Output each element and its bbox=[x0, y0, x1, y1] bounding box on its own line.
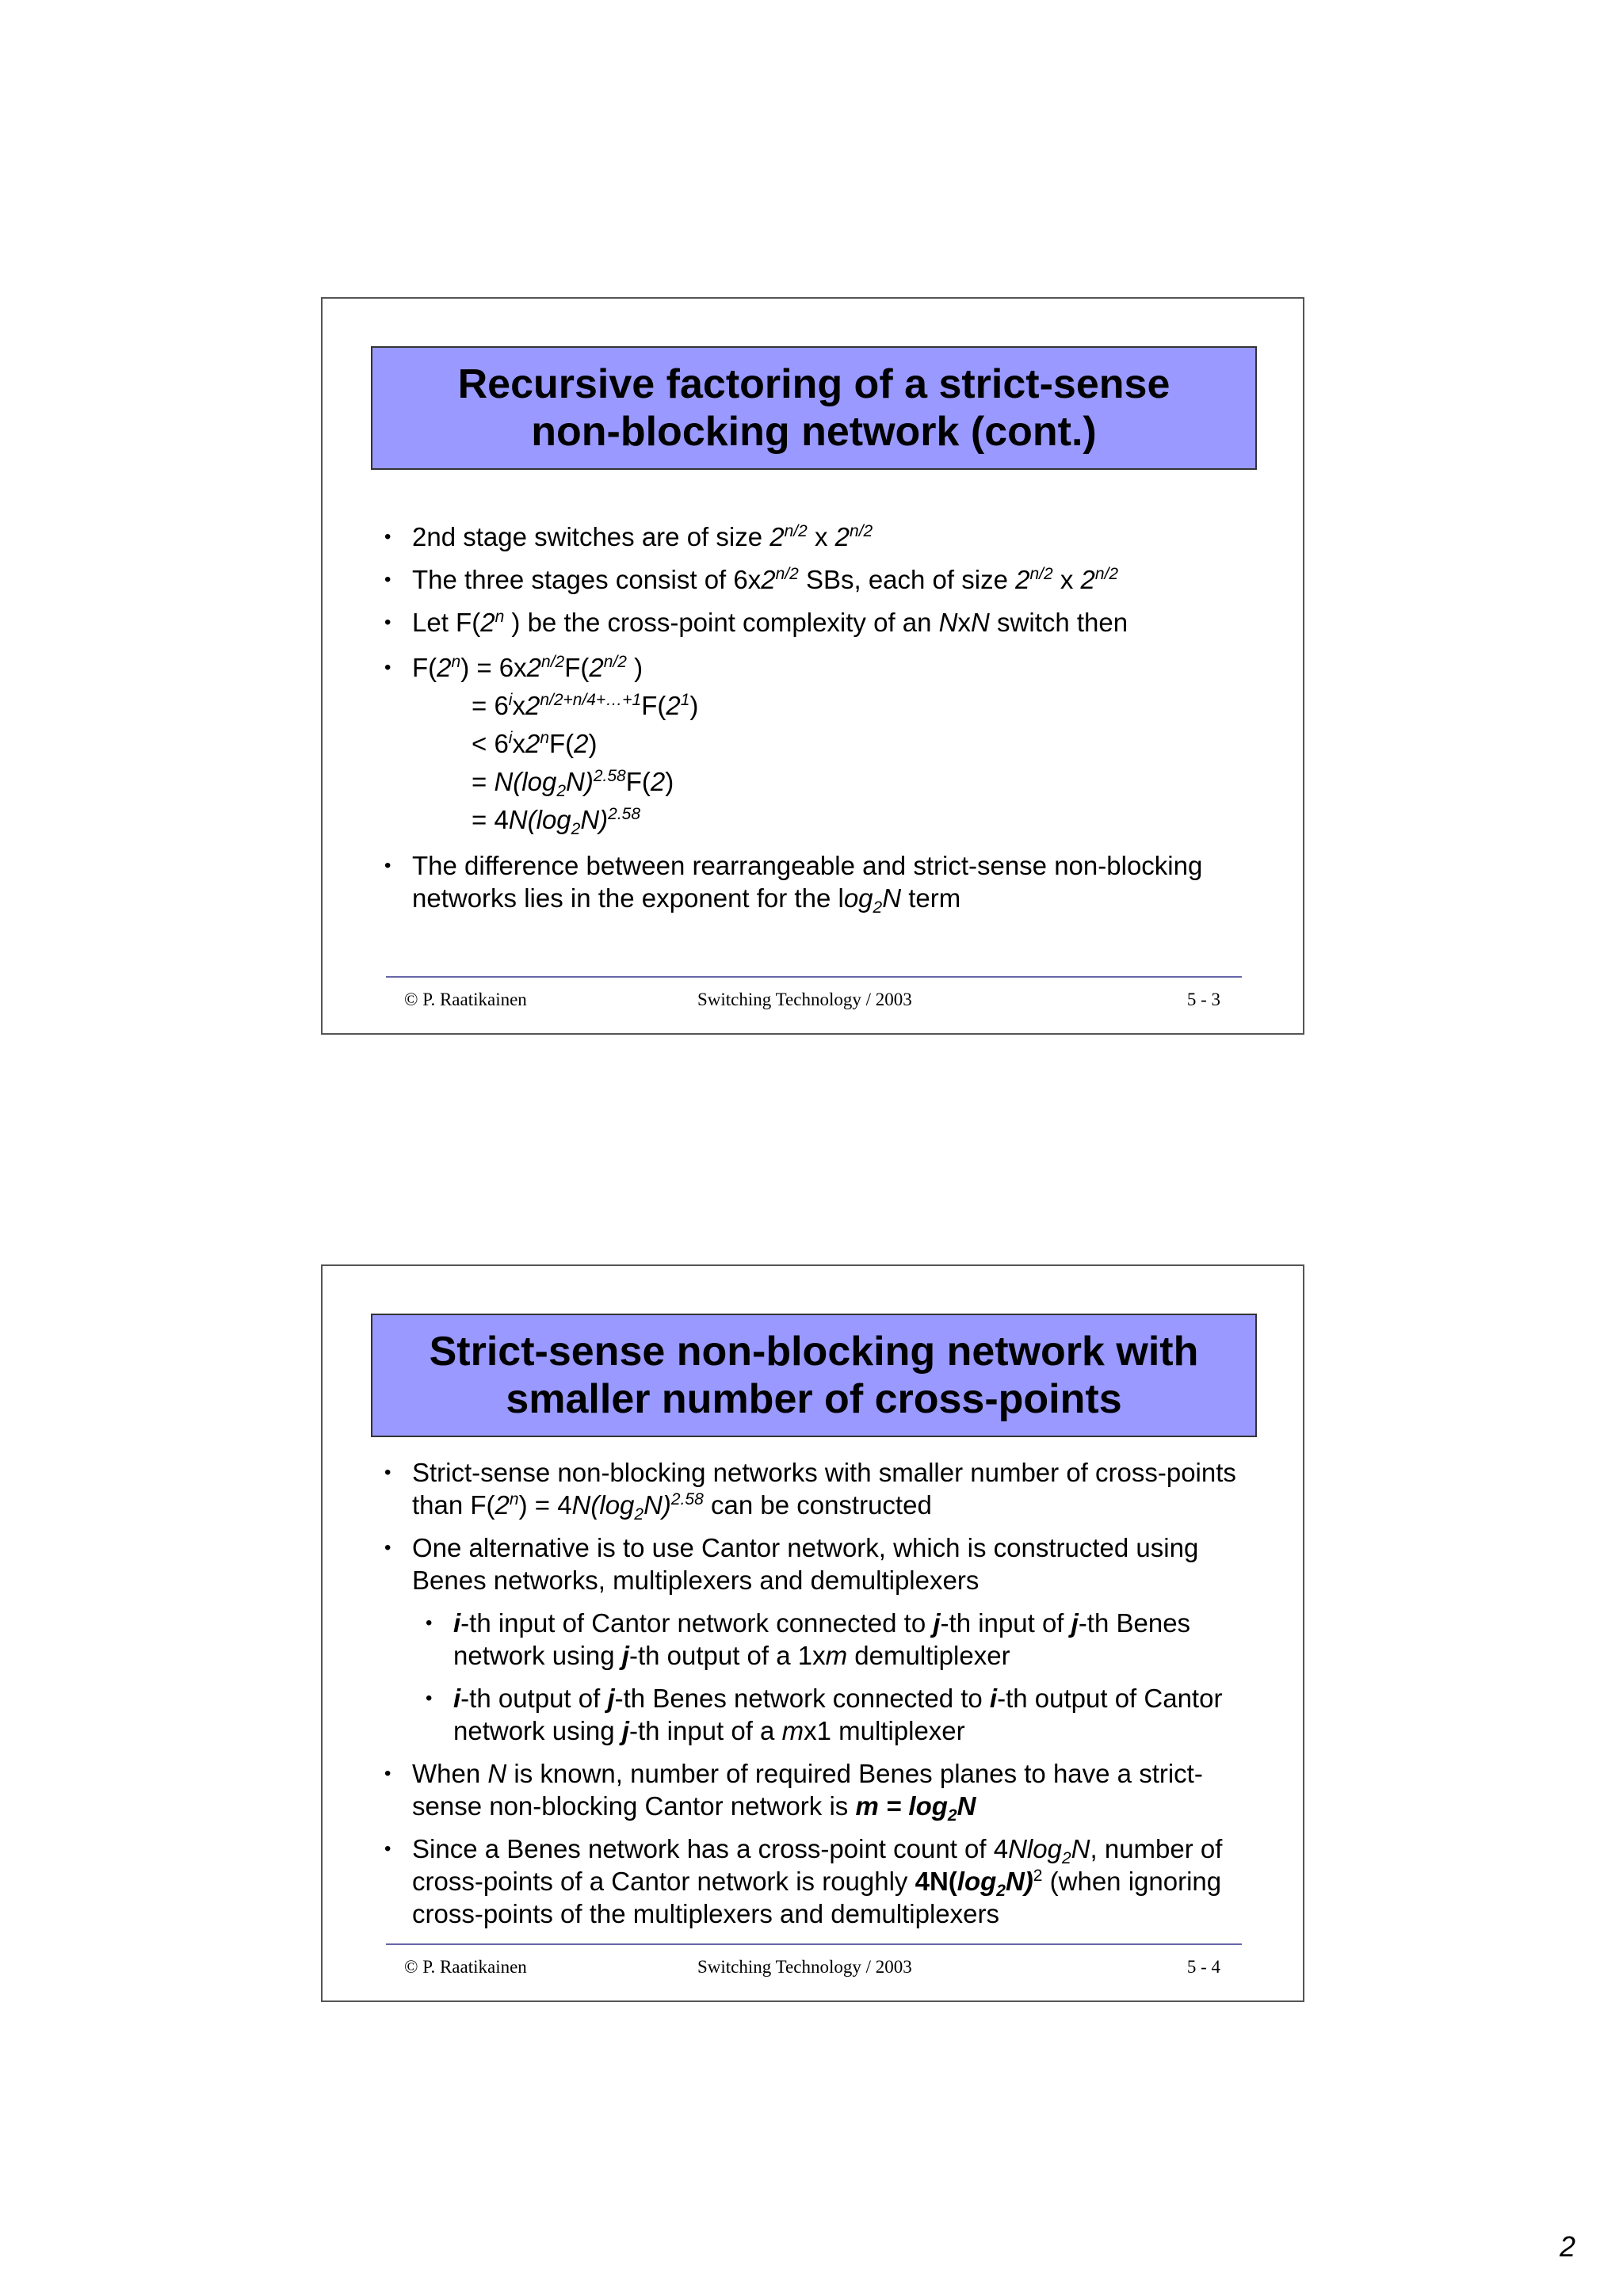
slide-5-3 bbox=[321, 297, 1304, 1035]
footer-divider bbox=[386, 1943, 1242, 1945]
slide-body bbox=[384, 521, 1255, 925]
footer-course: Switching Technology / 2003 bbox=[697, 1957, 912, 1977]
equation-line: = $4N(\log_2N)^{2.58}$ bbox=[472, 805, 641, 838]
title-line-1: Recursive factoring of a strict-sense bbox=[457, 361, 1170, 407]
slide-title bbox=[371, 346, 1257, 470]
title-line-2: smaller number of cross-points bbox=[506, 1376, 1122, 1422]
bullet-item: • The difference between rearrangeable and strict-sense non-blocking networks lies in the exponent for the $\log_2N$ term bbox=[384, 849, 1255, 914]
sub-bullet-item: • i-th output of j-th Benes network connected to i-th output of Cantor network using j-th input of a mx1 multiplexer bbox=[384, 1682, 1255, 1747]
equation-line: = $6^ix2^{n/2+n/4+\dots+1}F(2^1)$ bbox=[472, 691, 699, 720]
slide-5-4 bbox=[321, 1264, 1304, 2002]
footer-author: © P. Raatikainen bbox=[404, 990, 527, 1009]
bullet-item: • Let F(2$^n$ ) be the cross-point complexity of an NxN switch then bbox=[384, 606, 1255, 639]
equation-line: • $F(2^n) = 6x2^{n/2}F(2^{n/2}$ ) bbox=[412, 653, 643, 682]
footer-author: © P. Raatikainen bbox=[404, 1957, 527, 1977]
bullet-item: • One alternative is to use Cantor network, which is constructed using Benes networks, multiplexers and demultiplexers bbox=[384, 1531, 1255, 1596]
footer-slide-number: 5 - 4 bbox=[1186, 1957, 1220, 1977]
slide-body bbox=[384, 1456, 1255, 1940]
bullet-item: • 2nd stage switches are of size $2^{n/2}$ x $2^{n/2}$ bbox=[384, 521, 1255, 553]
title-line-1: Strict-sense non-blocking network with bbox=[429, 1329, 1199, 1375]
equation-line: = $N(\log_2N)^{2.58}F(2)$ bbox=[472, 767, 674, 800]
page-number: 2 bbox=[1560, 2230, 1576, 2263]
bullet-item: • The three stages consist of $6x2^{n/2}$ SBs, each of size $2^{n/2}$ x $2^{n/2}$ bbox=[384, 563, 1255, 596]
footer-course: Switching Technology / 2003 bbox=[697, 990, 912, 1009]
footer-slide-number: 5 - 3 bbox=[1186, 990, 1220, 1009]
title-line-2: non-blocking network (cont.) bbox=[531, 409, 1097, 455]
sub-bullet-item: • i-th input of Cantor network connected to j-th input of j-th Benes network using j-th output of a 1xm demultiplexer bbox=[384, 1607, 1255, 1672]
bullet-item: • Strict-sense non-blocking networks with smaller number of cross-points than $F(2^n) = 4N(\log_2N)^{2.58}$ can be constructed bbox=[384, 1456, 1255, 1521]
bullet-equation bbox=[384, 649, 1255, 839]
bullet-item: • Since a Benes network has a cross-point count of 4Nlog$_2$N, number of cross-points of a Cantor network is roughly $4N(\log_2N)^2$ (when ignoring cross-points of the multiplexers and demultiplexers bbox=[384, 1833, 1255, 1930]
equation-line: < $6^ix2^nF(2)$ bbox=[472, 729, 598, 758]
slide-title bbox=[371, 1314, 1257, 1437]
footer-divider bbox=[386, 976, 1242, 978]
bullet-item: • When N is known, number of required Benes planes to have a strict-sense non-blocking Cantor network is $m = \log_2N$ bbox=[384, 1757, 1255, 1822]
